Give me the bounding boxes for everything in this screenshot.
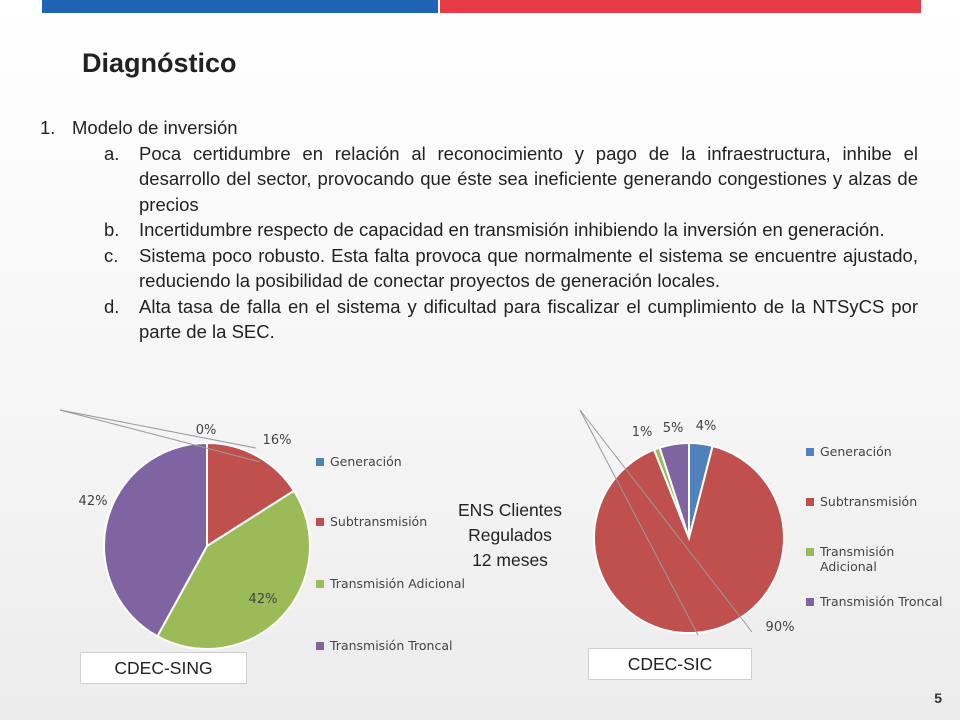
legend-swatch xyxy=(806,498,814,506)
list-item-letter: c. xyxy=(104,244,119,266)
diagnosis-list xyxy=(40,115,918,345)
legend-label: Transmisión Adicional xyxy=(330,576,465,591)
legend-label: Transmisión Troncal xyxy=(330,638,453,653)
legend-swatch xyxy=(806,548,814,556)
list-item-b xyxy=(104,217,918,243)
caption-cdec-sic: CDEC-SIC xyxy=(588,648,752,680)
list-item-text: Alta tasa de falla en el sistema y dificultad para fiscalizar el cumplimiento de la NTSyCS por parte de la SEC. xyxy=(139,295,918,342)
legend-entry xyxy=(806,444,950,459)
ens-label xyxy=(440,498,580,573)
legend-entry xyxy=(316,576,465,591)
page-number: 5 xyxy=(934,690,942,706)
legend-entry xyxy=(316,514,427,529)
legend-swatch xyxy=(316,580,324,588)
list-heading xyxy=(40,115,918,141)
legend-entry xyxy=(316,454,402,469)
slide-title: Diagnóstico xyxy=(82,48,237,78)
legend-entry xyxy=(806,544,950,574)
data-label: 5% xyxy=(662,421,684,436)
list-heading-text: Modelo de inversión xyxy=(72,117,238,138)
pie-chart-sing-svg xyxy=(60,410,480,660)
top-accent-bar-red xyxy=(440,0,921,13)
legend-swatch xyxy=(316,458,324,466)
list-item-c xyxy=(104,243,918,294)
ens-label-line1: ENS Clientes xyxy=(457,500,563,520)
list-item-text: Sistema poco robusto. Esta falta provoca que normalmente el sistema se encuentre ajustado, reduciendo la posibilidad de conectar proyectos de generación locales. xyxy=(139,244,918,291)
pie-chart-sic xyxy=(580,410,950,650)
ens-label-line2: Regulados xyxy=(468,525,552,545)
legend-swatch xyxy=(806,448,814,456)
legend-label: Transmisión Adicional xyxy=(820,544,895,574)
legend-label: Subtransmisión xyxy=(820,494,918,509)
legend-entry xyxy=(806,494,950,509)
list-item-text: Incertidumbre respecto de capacidad en transmisión inhibiendo la inversión en generación. xyxy=(139,219,885,240)
data-label: 90% xyxy=(765,620,795,635)
legend-label: Subtransmisión xyxy=(330,514,428,529)
ens-label-line3: 12 meses xyxy=(472,550,548,570)
list-item-letter: a. xyxy=(104,142,120,164)
list-item-a xyxy=(104,141,918,218)
list-item-letter: b. xyxy=(104,219,120,240)
legend-swatch xyxy=(316,518,324,526)
list-item-letter: d. xyxy=(104,295,120,317)
list-item-d xyxy=(104,294,918,345)
data-label: 16% xyxy=(262,433,292,448)
data-label: 42% xyxy=(78,494,108,509)
legend-swatch xyxy=(316,642,324,650)
data-label: 4% xyxy=(695,419,717,434)
legend-label: Generación xyxy=(820,444,892,459)
legend-entry xyxy=(316,638,452,653)
legend-swatch xyxy=(806,598,814,606)
data-label: 1% xyxy=(631,425,653,440)
list-item-text: Poca certidumbre en relación al reconocimiento y pago de la infraestructura, inhibe el desarrollo del sector, provocando que éste sea ineficiente generando congestiones y alzas de precios xyxy=(139,142,918,215)
top-accent-bar-blue xyxy=(42,0,438,13)
data-label: 0% xyxy=(195,423,217,438)
list-number: 1. xyxy=(40,117,56,138)
data-label: 42% xyxy=(248,592,278,607)
legend-label: Transmisión Troncal xyxy=(820,594,943,609)
legend-entry xyxy=(806,594,950,609)
leader-line xyxy=(60,410,256,448)
caption-cdec-sing: CDEC-SING xyxy=(80,652,247,684)
legend-label: Generación xyxy=(330,454,402,469)
pie-chart-sing xyxy=(60,410,480,660)
